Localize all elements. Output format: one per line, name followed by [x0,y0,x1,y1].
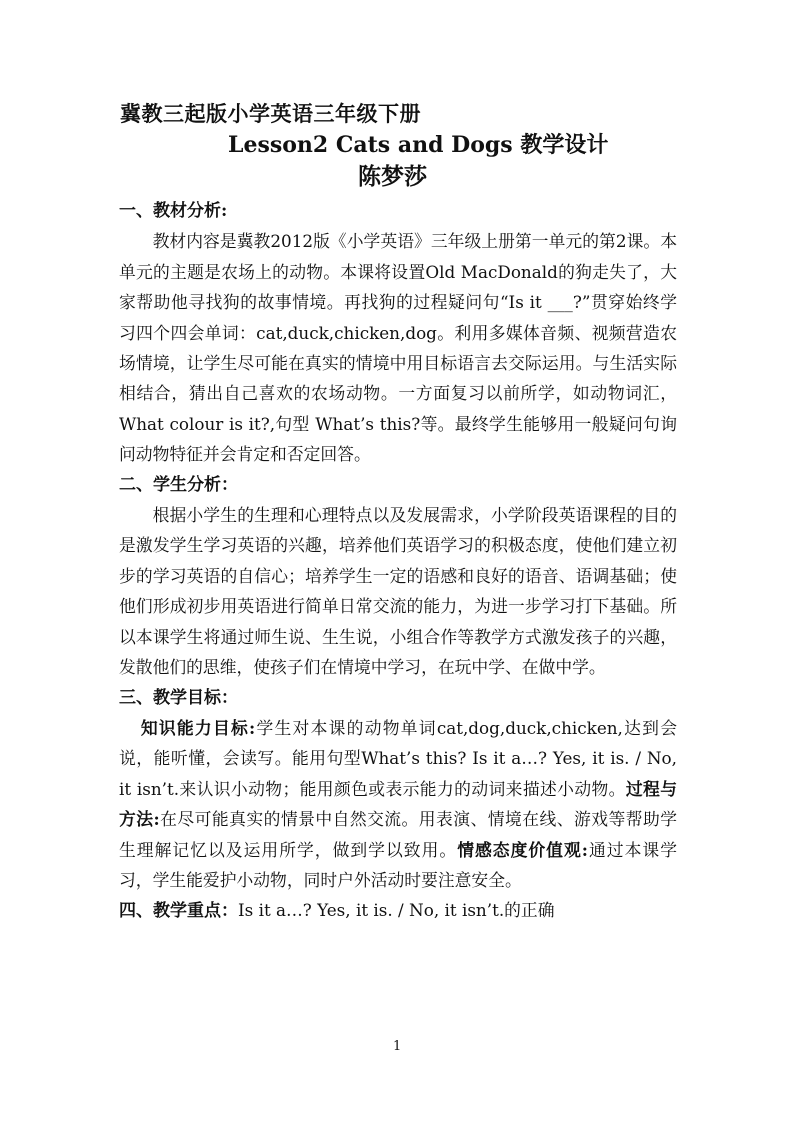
emotion-attitude-label: 情感态度价值观: [457,839,588,860]
section-heading-material-analysis: 一、教材分析: [119,201,228,221]
student-analysis-paragraph: 根据小学生的生理和心理特点以及发展需求，小学阶段英语课程的目的是激发学生学习英语的兴趣，培养他们英语学习的积极态度，使他们建立初步的学习英语的自信心；培养学生一定的语感和良好的语音、语调基础；使他们形成初步用英语进行简单日常交流的能力，为进一步学习打下基础。所以本课学生将通过师生说、生生说，小组合作等教学方式激发孩子的兴趣，发散他们的思维，使孩子们在情境中学习，在玩中学、在做中学。 [119,505,677,678]
page-number: 1 [393,1039,402,1054]
process-method-label: 过程与方法: [119,778,677,830]
section-heading-student-analysis: 二、学生分析： [119,474,238,495]
teaching-focus-paragraph [119,895,677,926]
process-method-text: 在尽可能真实的情景中自然交流。用表演、情境在线、游戏等帮助学生理解记忆以及运用所学，做到学以致用。 [119,809,677,860]
author-name: 陈梦莎 [358,163,427,190]
document-series-title: 冀教三起版小学英语三年级下册 [120,101,421,126]
teaching-focus-text: Is it a…? Yes, it is. / No, it isn’t.的正确 [238,900,555,921]
emotion-attitude-text: 通过本课学习，学生能爱护小动物，同时户外活动时要注意安全。 [119,839,677,890]
knowledge-objective-text: 学生对本课的动物单词cat,dog,duck,chicken,达到会说，能听懂，会读写。能用句型What’s this? Is it a…? Yes, it is. / No, it isn’t.来认识小动物；能用颜色或表示能力的动词来描述小动物。 [119,717,677,799]
teaching-objectives-paragraph [119,713,677,895]
lesson-title: Lesson2 Cats and Dogs 教学设计 [228,132,609,158]
knowledge-objective-label: 知识能力目标: [140,717,256,738]
section-heading-teaching-objectives: 三、教学目标： [119,687,238,708]
material-analysis-paragraph: 教材内容是冀教2012版《小学英语》三年级上册第一单元的第2课。本单元的主题是农场上的动物。本课将设置Old MacDonald的狗走失了，大家帮助他寻找狗的故事情境。再找狗的过程疑问句“Is it ___?”贯穿始终学习四个四会单词：cat,duck,chicken,dog。利用多媒体音频、视频营造农场情境，让学生尽可能在真实的情境中用目标语言去交际运用。与生活实际相结合，猜出自己喜欢的农场动物。一方面复习以前所学，如动物词汇，What colour is it?,句型 What’s this?等。最终学生能够用一般疑问句询问动物特征并会肯定和否定回答。 [119,231,677,465]
document-body [119,196,677,927]
section-heading-teaching-focus: 四、教学重点： [119,901,238,922]
